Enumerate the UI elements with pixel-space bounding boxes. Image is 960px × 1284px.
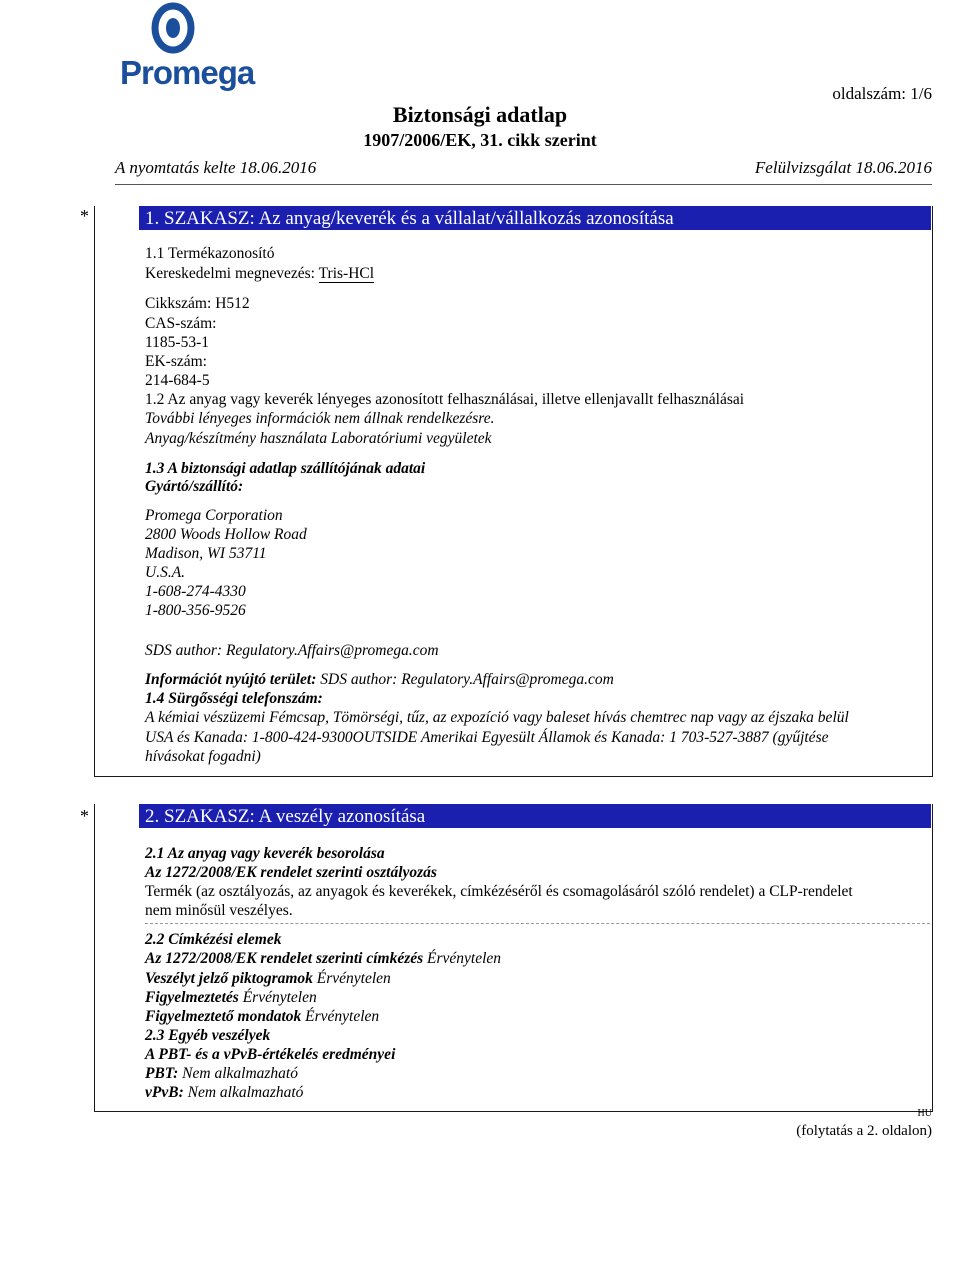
- clp-label-heading: Az 1272/2008/EK rendelet szerinti címkézés: [145, 950, 424, 967]
- header-rule: [115, 184, 932, 185]
- use-label: Anyag/készítmény használata: [145, 430, 328, 447]
- ec-label: EK-szám:: [145, 353, 207, 370]
- page-number: oldalszám: 1/6: [832, 84, 932, 103]
- promega-logo: [100, 2, 280, 94]
- document-subtitle: 1907/2006/EK, 31. cikk szerint: [363, 130, 597, 150]
- pbt-row: [145, 1065, 298, 1083]
- heading-1-1: 1.1 Termékazonosító: [145, 245, 275, 262]
- sds-author: SDS author: Regulatory.Affairs@promega.com: [145, 642, 439, 659]
- section1-change-star: *: [80, 206, 89, 226]
- revision-date: Felülvizsgálat 18.06.2016: [754, 158, 932, 177]
- cas-label: CAS-szám:: [145, 315, 217, 332]
- heading-2-1: 2.1 Az anyag vagy keverék besorolása: [145, 845, 385, 862]
- classification-line-2: nem minősül veszélyes.: [145, 902, 293, 919]
- phone-line-2: 1-800-356-9526: [145, 602, 246, 619]
- section2-header-bar: [139, 804, 931, 828]
- supplier-label: Gyártó/szállító:: [145, 478, 244, 495]
- statements-value: Érvénytelen: [305, 1008, 380, 1025]
- pbt-label: PBT:: [145, 1065, 179, 1082]
- heading-1-2: 1.2 Az anyag vagy keverék lényeges azonosított felhasználásai, illetve ellenjavallt felhasználásai: [145, 391, 745, 408]
- language-code: HU: [917, 1108, 932, 1119]
- heading-2-3: 2.3 Egyéb veszélyek: [145, 1027, 271, 1044]
- emergency-line-1: A kémiai vészüzemi Fémcsap, Tömörségi, tűz, az expozíció vagy baleset hívás chemtrec nap vagy az éjszaka belül: [145, 709, 849, 726]
- article-row: [145, 295, 250, 313]
- clp-label-row: [145, 950, 501, 968]
- trade-name-label: Kereskedelmi megnevezés:: [145, 265, 315, 282]
- pictograms-label: Veszélyt jelző piktogramok: [145, 970, 313, 987]
- vpvb-label: vPvB:: [145, 1084, 184, 1101]
- heading-1-4: 1.4 Sürgősségi telefonszám:: [145, 690, 323, 707]
- info-label: Információt nyújtó terület:: [145, 671, 317, 688]
- address-line-1: Promega Corporation: [145, 507, 283, 524]
- signal-label: Figyelmeztetés: [145, 989, 239, 1006]
- clp-classification-heading: Az 1272/2008/EK rendelet szerinti osztályozás: [145, 864, 437, 881]
- trade-name-value: Tris-HCl: [318, 265, 375, 282]
- pictograms-value: Érvénytelen: [316, 970, 391, 987]
- heading-2-2: 2.2 Címkézési elemek: [145, 931, 282, 948]
- section2-change-star: *: [80, 806, 89, 826]
- section1-title: 1. SZAKASZ: Az anyag/keverék és a vállalat/vállalkozás azonosítása: [145, 208, 674, 229]
- pictograms-row: [145, 970, 391, 988]
- address-line-3: Madison, WI 53711: [145, 545, 267, 562]
- section1-header-bar: [139, 206, 931, 230]
- info-value: SDS author: Regulatory.Affairs@promega.com: [320, 671, 614, 688]
- trade-name-row: [145, 265, 374, 283]
- section2-title: 2. SZAKASZ: A veszély azonosítása: [145, 806, 426, 827]
- ec-value: 214-684-5: [145, 372, 210, 389]
- emergency-line-3: hívásokat fogadni): [145, 748, 261, 765]
- continued-note: (folytatás a 2. oldalon): [796, 1123, 932, 1139]
- use-value: Laboratóriumi vegyületek: [330, 430, 492, 447]
- statements-label: Figyelmeztető mondatok: [145, 1008, 302, 1025]
- classification-line-1: Termék (az osztályozás, az anyagok és keverékek, címkézéséről és csomagolásáról szóló rendelet) a CLP-rendelet: [145, 883, 853, 900]
- no-info-text: További lényeges információk nem állnak rendelkezésre.: [145, 410, 495, 427]
- signal-row: [145, 989, 317, 1007]
- signal-value: Érvénytelen: [242, 989, 317, 1006]
- clp-label-value: Érvénytelen: [427, 950, 502, 967]
- vpvb-value: Nem alkalmazható: [187, 1084, 304, 1101]
- print-date: A nyomtatás kelte 18.06.2016: [115, 158, 317, 177]
- document-title: Biztonsági adatlap: [392, 102, 568, 127]
- cas-value: 1185-53-1: [145, 334, 209, 351]
- info-row: [145, 671, 614, 689]
- address-line-4: U.S.A.: [145, 564, 186, 581]
- statements-row: [145, 1008, 379, 1026]
- emergency-line-2: USA és Kanada: 1-800-424-9300OUTSIDE Amerikai Egyesült Államok és Kanada: 1 703-527-3887 (gyűjtése: [145, 729, 829, 746]
- pbt-value: Nem alkalmazható: [182, 1065, 298, 1082]
- logo-text: Promega: [120, 54, 255, 91]
- dashed-divider: [145, 923, 930, 924]
- pbt-heading: A PBT- és a vPvB-értékelés eredményei: [145, 1046, 396, 1063]
- article-label: Cikkszám:: [145, 295, 212, 312]
- vpvb-row: [145, 1084, 303, 1102]
- address-line-2: 2800 Woods Hollow Road: [145, 526, 307, 543]
- use-row: [145, 430, 492, 448]
- article-value: H512: [215, 295, 250, 312]
- heading-1-3: 1.3 A biztonsági adatlap szállítójának adatai: [145, 460, 426, 477]
- phone-line-1: 1-608-274-4330: [145, 583, 246, 600]
